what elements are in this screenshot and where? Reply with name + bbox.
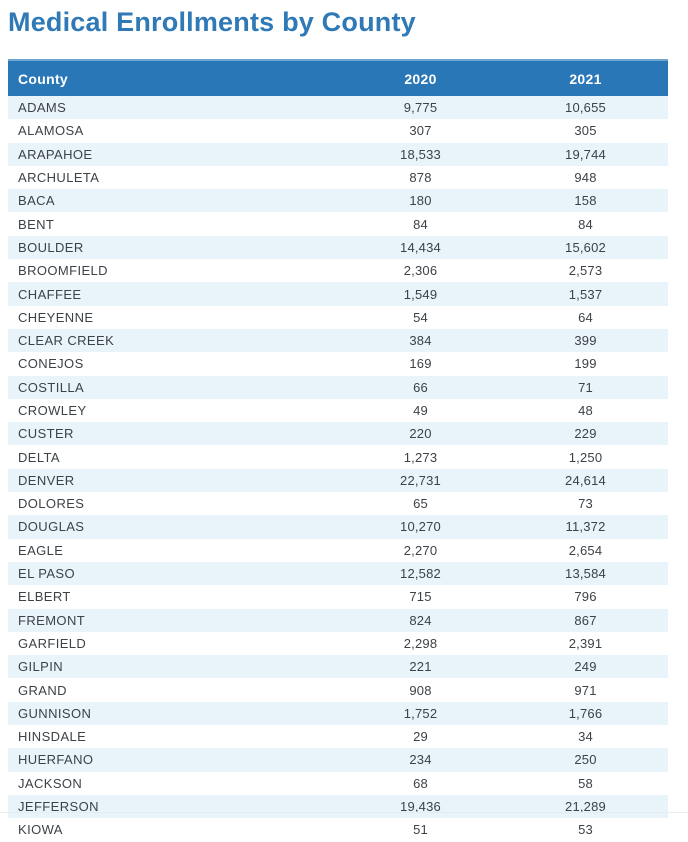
value-2020-cell: 18,533 [400,146,441,162]
value-2020-cell: 29 [413,729,428,745]
county-cell: CONEJOS [18,356,84,372]
value-2020-cell: 221 [409,659,432,675]
column-header-2020: 2020 [404,70,437,87]
value-2020-cell: 66 [413,379,428,395]
value-2021-cell: 158 [574,193,597,209]
value-2021-cell: 305 [574,123,597,139]
county-cell: COSTILLA [18,379,85,395]
value-2020-cell: 715 [409,589,432,605]
value-2021-cell: 10,655 [565,100,606,116]
value-2020-cell: 234 [409,752,432,768]
county-cell: FREMONT [18,612,86,628]
value-2020-cell: 169 [409,356,432,372]
value-2020-cell: 824 [409,612,432,628]
value-2021-cell: 1,766 [568,705,603,721]
value-2020-cell: 54 [413,309,428,325]
value-2020-cell: 180 [409,193,432,209]
county-cell: HUERFANO [18,752,94,768]
table-row [8,632,668,655]
value-2020-cell: 22,731 [400,472,441,488]
county-cell: DENVER [18,472,75,488]
value-2021-cell: 24,614 [565,472,606,488]
table-row [8,748,668,771]
value-2021-cell: 84 [578,216,593,232]
value-2021-cell: 2,654 [568,542,603,558]
value-2021-cell: 971 [574,682,597,698]
table-row [8,515,668,538]
value-2020-cell: 908 [409,682,432,698]
table-row [8,795,668,818]
value-2020-cell: 2,306 [403,263,438,279]
table-row [8,585,668,608]
table-row [8,376,668,399]
county-cell: JACKSON [18,775,83,791]
value-2020-cell: 9,775 [403,100,438,116]
value-2021-cell: 948 [574,170,597,186]
table-row [8,445,668,468]
value-2020-cell: 10,270 [400,519,441,535]
value-2021-cell: 867 [574,612,597,628]
county-cell: GARFIELD [18,635,87,651]
value-2020-cell: 220 [409,426,432,442]
value-2021-cell: 15,602 [565,239,606,255]
value-2021-cell: 64 [578,309,593,325]
value-2021-cell: 250 [574,752,597,768]
value-2020-cell: 1,549 [403,286,438,302]
value-2021-cell: 249 [574,659,597,675]
table-row [8,655,668,678]
value-2020-cell: 14,434 [400,239,441,255]
table-row [8,282,668,305]
table-row [8,329,668,352]
value-2021-cell: 73 [578,496,593,512]
table-row [8,562,668,585]
table-row [8,119,668,142]
county-cell: GILPIN [18,659,64,675]
value-2021-cell: 199 [574,356,597,372]
county-cell: GUNNISON [18,705,92,721]
county-cell: CHAFFEE [18,286,82,302]
county-cell: CUSTER [18,426,74,442]
table-row [8,212,668,235]
value-2020-cell: 12,582 [400,566,441,582]
table-row [8,609,668,632]
value-2021-cell: 21,289 [565,799,606,815]
county-cell: CLEAR CREEK [18,333,115,349]
value-2020-cell: 307 [409,123,432,139]
county-cell: ARAPAHOE [18,146,93,162]
value-2021-cell: 71 [578,379,593,395]
value-2021-cell: 34 [578,729,593,745]
county-cell: ELBERT [18,589,71,605]
county-cell: EAGLE [18,542,64,558]
county-cell: GRAND [18,682,67,698]
value-2021-cell: 229 [574,426,597,442]
table-row [8,702,668,725]
value-2021-cell: 53 [578,822,593,838]
column-header-county: County [18,70,69,87]
table-row [8,236,668,259]
table-row [8,492,668,515]
table-row [8,259,668,282]
table-row [8,399,668,422]
table-row [8,143,668,166]
county-cell: ADAMS [18,100,67,116]
value-2021-cell: 796 [574,589,597,605]
value-2020-cell: 65 [413,496,428,512]
table-row [8,772,668,795]
county-cell: JEFFERSON [18,799,99,815]
table-row [8,725,668,748]
county-cell: HINSDALE [18,729,87,745]
table-row [8,678,668,701]
value-2020-cell: 49 [413,403,428,418]
value-2021-cell: 1,250 [568,449,603,465]
table-header-row [8,59,668,96]
table-row [8,306,668,329]
value-2021-cell: 58 [578,775,593,791]
value-2020-cell: 68 [413,775,428,791]
table-body [8,96,668,842]
table-row [8,539,668,562]
county-cell: BACA [18,193,56,209]
value-2020-cell: 2,270 [403,542,438,558]
county-cell: ALAMOSA [18,123,84,139]
county-cell: DOLORES [18,496,85,512]
table-row [8,818,668,841]
value-2021-cell: 399 [574,333,597,349]
value-2021-cell: 2,573 [568,263,603,279]
value-2021-cell: 48 [578,403,593,418]
value-2020-cell: 19,436 [400,799,441,815]
county-cell: BOULDER [18,239,84,255]
county-cell: KIOWA [18,822,63,838]
value-2020-cell: 1,273 [403,449,438,465]
county-cell: EL PASO [18,566,75,582]
value-2021-cell: 13,584 [565,566,606,582]
county-cell: CHEYENNE [18,309,94,325]
value-2021-cell: 19,744 [565,146,606,162]
enrollments-table [8,59,668,842]
value-2021-cell: 2,391 [568,635,603,651]
value-2020-cell: 2,298 [403,635,438,651]
table-row [8,96,668,119]
bottom-divider [0,812,688,813]
county-cell: CROWLEY [18,403,87,418]
value-2020-cell: 878 [409,170,432,186]
table-row [8,469,668,492]
table-row [8,422,668,445]
page-title: Medical Enrollments by County [8,7,416,37]
county-cell: DOUGLAS [18,519,85,535]
county-cell: BENT [18,216,55,232]
value-2021-cell: 11,372 [565,519,606,535]
table-row [8,352,668,375]
county-cell: ARCHULETA [18,170,100,186]
value-2020-cell: 84 [413,216,428,232]
value-2020-cell: 384 [409,333,432,349]
value-2020-cell: 1,752 [403,705,438,721]
value-2020-cell: 51 [413,822,428,838]
county-cell: BROOMFIELD [18,263,108,279]
value-2021-cell: 1,537 [568,286,603,302]
county-cell: DELTA [18,449,60,465]
column-header-2021: 2021 [569,70,602,87]
table-row [8,166,668,189]
table-row [8,189,668,212]
